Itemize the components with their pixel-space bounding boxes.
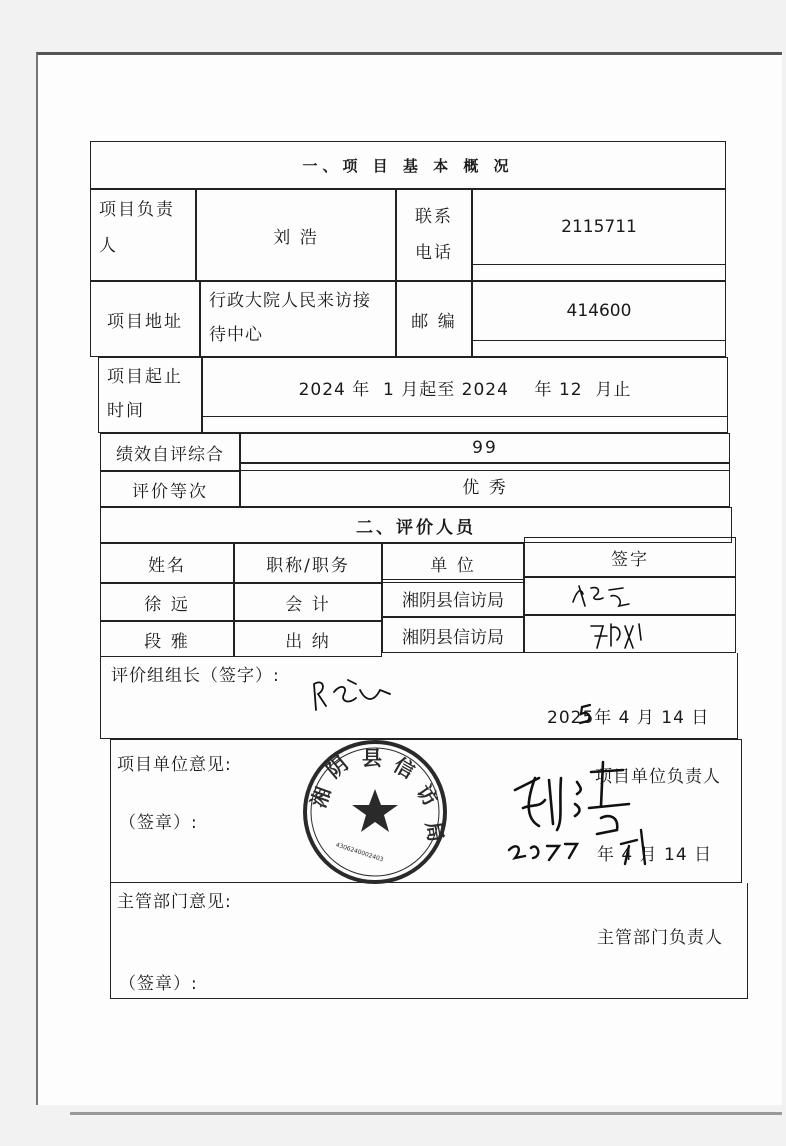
period-value: 2024 年 1 月起至 2024 年 12 月止 <box>202 357 728 417</box>
row2-unit: 湘阴县信访局 <box>382 617 524 653</box>
date-correction-mark <box>578 703 594 725</box>
row1-unit: 湘阴县信访局 <box>382 579 524 617</box>
row1-signature <box>565 580 645 612</box>
leader-name: 刘 浩 <box>196 189 396 281</box>
seal-number: 4306240002403 <box>334 841 385 864</box>
official-seal <box>300 737 450 887</box>
row2-signature <box>585 618 665 652</box>
postcode-label: 邮 编 <box>396 281 472 357</box>
row2-title: 出 纳 <box>234 621 382 657</box>
row2-name: 段 雅 <box>100 621 234 657</box>
header-name: 姓名 <box>100 543 234 583</box>
section1-title: 一、项 目 基 本 概 况 <box>90 141 726 189</box>
period-label: 项目起止时间 <box>98 357 202 433</box>
svg-text:湘: 湘 <box>306 783 336 811</box>
phone-value-bottom <box>472 265 726 281</box>
phone-value: 2115711 <box>472 189 726 265</box>
leader-label: 项目负责人 <box>90 189 196 281</box>
grade-value: 优 秀 <box>240 463 730 507</box>
row1-name: 徐 远 <box>100 583 234 621</box>
postcode-value: 414600 <box>472 281 726 341</box>
unit-stamp-label: （签章）: <box>119 813 198 833</box>
leader-sign-date: 2025年 4 月 14 日 <box>547 708 710 728</box>
postcode-value-bottom <box>472 341 726 357</box>
score-value: 99 <box>240 433 730 463</box>
grade-label: 评价等次 <box>100 471 240 507</box>
period-value-bottom <box>202 417 728 433</box>
unit-responsible-signature <box>505 760 655 870</box>
svg-text:信: 信 <box>389 752 419 784</box>
address-value: 行政大院人民来访接待中心 <box>200 281 396 357</box>
dept-opinion-label: 主管部门意见: <box>117 892 232 912</box>
page-bottom-edge <box>70 1112 782 1115</box>
svg-text:访: 访 <box>411 780 444 811</box>
dept-responsible: 主管部门负责人 <box>597 928 723 948</box>
header-unit: 单 位 <box>382 543 524 583</box>
svg-text:阴: 阴 <box>321 751 353 783</box>
leader-sign-label: 评价组组长（签字）: <box>111 666 280 686</box>
dept-opinion-block <box>110 883 748 999</box>
leader-signature <box>300 672 400 718</box>
section2-title: 二、评价人员 <box>100 507 732 543</box>
dept-stamp-label: （签章）: <box>119 974 198 994</box>
address-label: 项目地址 <box>90 281 200 357</box>
svg-text:县: 县 <box>362 746 382 770</box>
leader-sign-block <box>100 653 738 739</box>
score-label: 绩效自评综合 <box>100 433 240 471</box>
row1-signature-cell <box>524 577 736 615</box>
header-title: 职称/职务 <box>234 543 382 583</box>
header-signature: 签字 <box>524 537 736 577</box>
svg-text:局: 局 <box>421 819 449 844</box>
unit-responsible: 项目单位负责人 <box>595 767 721 787</box>
row1-title: 会 计 <box>234 583 382 621</box>
row2-signature-cell <box>524 615 736 653</box>
unit-date: 年 4 月 14 日 <box>597 845 713 865</box>
phone-label: 联系电话 <box>396 189 472 281</box>
unit-opinion-label: 项目单位意见: <box>117 755 232 775</box>
